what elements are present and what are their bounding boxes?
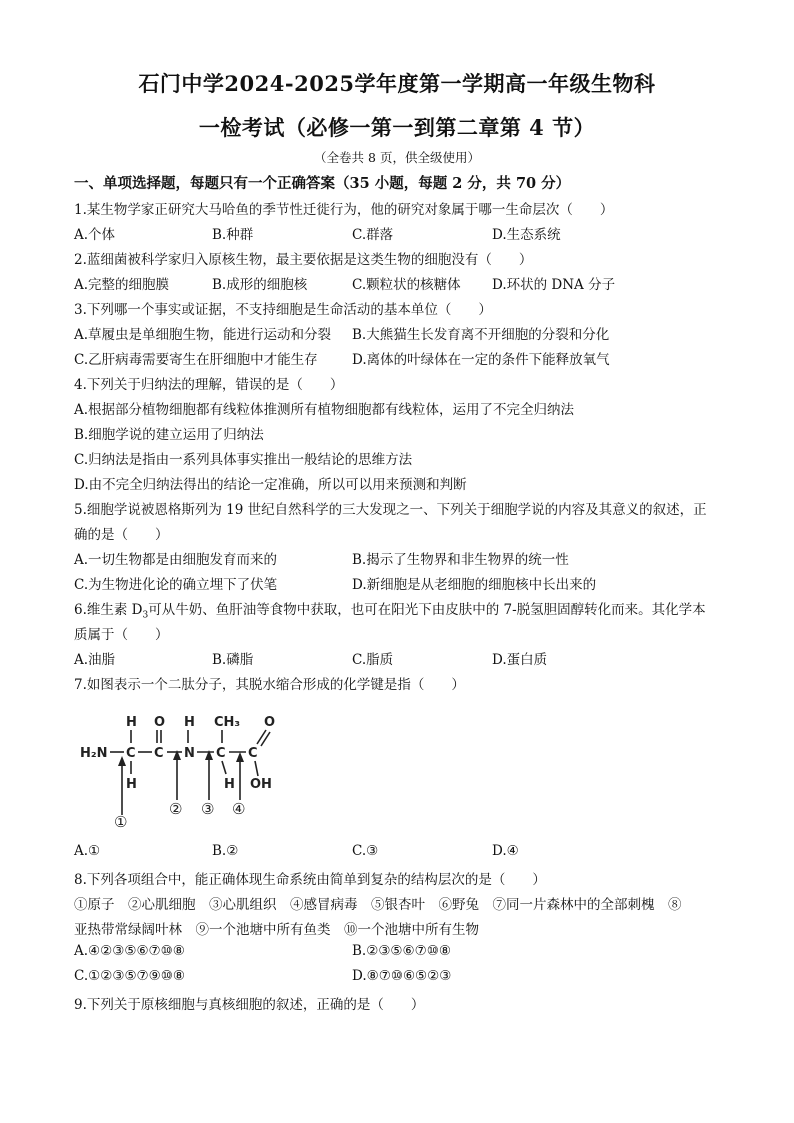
q4-option-c[interactable]: C.归纳法是指由一系列具体事实推出一般结论的思维方法: [74, 452, 413, 468]
atom-h2n: H₂N: [80, 746, 108, 761]
exam-note: （全卷共 8 页，供全级使用）: [314, 150, 480, 165]
q4-option-d[interactable]: D.由不完全归纳法得出的结论一定准确，所以可以用来预测和判断: [74, 477, 467, 493]
q6-option-b[interactable]: B.磷脂: [212, 652, 254, 668]
q8-option-b[interactable]: B.②③⑤⑥⑦⑩⑧: [352, 943, 451, 959]
bond-c-oh: [255, 761, 258, 776]
q1-option-c[interactable]: C.群落: [352, 227, 394, 243]
q5-option-c[interactable]: C.为生物进化论的确立埋下了伏笔: [74, 577, 278, 593]
question-8-items-line1: ①原子 ②心肌细胞 ③心肌组织 ④感冒病毒 ⑤银杏叶 ⑥野兔 ⑦同一片森林中的全部刺槐 ⑧: [74, 897, 682, 913]
q8-option-d[interactable]: D.⑧⑦⑩⑥⑤②③: [352, 968, 452, 984]
atom-h-top-1: H: [126, 715, 137, 730]
atom-h-n: H: [184, 715, 195, 730]
q6-option-d[interactable]: D.蛋白质: [492, 652, 548, 668]
q2-option-c[interactable]: C.颗粒状的核糖体: [352, 277, 461, 293]
q3-option-d[interactable]: D.离体的叶绿体在一定的条件下能释放氧气: [352, 352, 610, 368]
question-7-stem: 7.如图表示一个二肽分子，其脱水缩合形成的化学键是指（ ）: [74, 677, 465, 693]
q5-option-a[interactable]: A.一切生物都是由细胞发育而来的: [74, 552, 278, 568]
q1-option-b[interactable]: B.种群: [212, 227, 254, 243]
q2-option-b[interactable]: B.成形的细胞核: [212, 277, 308, 293]
q8-option-a[interactable]: A.④②③⑤⑥⑦⑩⑧: [74, 943, 185, 959]
question-6-stem-line1: [74, 598, 706, 621]
question-8-items-line2: 亚热带常绿阔叶林 ⑨一个池塘中所有鱼类 ⑩一个池塘中所有生物: [74, 922, 479, 938]
marker-1: ①: [114, 813, 128, 830]
q1-option-d[interactable]: D.生态系统: [492, 227, 561, 243]
atom-c-alpha-1: C: [126, 746, 136, 761]
atom-oh: OH: [250, 777, 272, 792]
atom-ch3: CH₃: [214, 715, 241, 730]
q6-option-c[interactable]: C.脂质: [352, 652, 394, 668]
section-heading: 一、单项选择题，每题只有一个正确答案（35 小题，每题 2 分，共 70 分）: [74, 175, 571, 192]
question-6-stem-line2: 质属于（ ）: [74, 627, 169, 643]
q3-option-b[interactable]: B.大熊猫生长发育离不开细胞的分裂和分化: [352, 327, 610, 343]
question-2-stem: 2.蓝细菌被科学家归入原核生物，最主要依据是这类生物的细胞没有（ ）: [74, 252, 533, 268]
atom-o-2: O: [264, 715, 276, 730]
arrow-1-head: [118, 756, 126, 766]
dipeptide-diagram: [74, 700, 304, 830]
question-4-stem: 4.下列关于归纳法的理解，错误的是（ ）: [74, 377, 344, 393]
bond-c-o2-b: [261, 732, 270, 746]
atom-h-bottom-2: H: [224, 777, 235, 792]
question-5-stem-line1: 5.细胞学说被恩格斯列为 19 世纪自然科学的三大发现之一、下列关于细胞学说的内容及其意义的叙述，正: [74, 502, 707, 518]
marker-3: ③: [201, 800, 215, 818]
q2-option-a[interactable]: A.完整的细胞膜: [74, 277, 170, 293]
q6-subscript: 3: [142, 610, 149, 621]
q7-option-a[interactable]: A.①: [74, 843, 101, 859]
q4-option-b[interactable]: B.细胞学说的建立运用了归纳法: [74, 427, 264, 443]
q3-option-a[interactable]: A.草履虫是单细胞生物，能进行运动和分裂: [74, 327, 332, 343]
atom-c-alpha-2: C: [216, 746, 226, 761]
question-8-stem: 8.下列各项组合中，能正确体现生命系统由简单到复杂的结构层次的是（ ）: [74, 872, 546, 888]
bond-c-o2-a: [257, 730, 266, 744]
question-9-stem: 9.下列关于原核细胞与真核细胞的叙述，正确的是（ ）: [74, 997, 425, 1013]
q7-option-b[interactable]: B.②: [212, 843, 239, 859]
q1-option-a[interactable]: A.个体: [74, 227, 116, 243]
question-3-stem: 3.下列哪一个事实或证据，不支持细胞是生命活动的基本单位（ ）: [74, 302, 492, 318]
atom-c-carboxyl: C: [248, 746, 258, 761]
q7-option-d[interactable]: D.④: [492, 843, 519, 859]
q6-stem-part-a: 6.维生素 D: [74, 602, 143, 618]
q7-option-c[interactable]: C.③: [352, 843, 379, 859]
q6-option-a[interactable]: A.油脂: [74, 652, 116, 668]
atom-o-1: O: [154, 715, 166, 730]
dipeptide-structure-svg: [74, 700, 304, 830]
marker-4: ④: [232, 800, 246, 818]
q4-option-a[interactable]: A.根据部分植物细胞都有线粒体推测所有植物细胞都有线粒体，运用了不完全归纳法: [74, 402, 575, 418]
atom-h-bottom-1: H: [126, 777, 137, 792]
marker-2: ②: [169, 800, 183, 818]
arrow-4-head: [236, 752, 244, 762]
atom-n: N: [184, 746, 195, 761]
bond-ca2-h: [222, 761, 226, 774]
q2-option-d[interactable]: D.环状的 DNA 分子: [492, 277, 616, 293]
q6-stem-part-b: 可从牛奶、鱼肝油等食物中获取，也可在阳光下由皮肤中的 7-脱氢胆固醇转化而来。其化学本: [148, 602, 706, 618]
exam-title-line1: 石门中学2024-2025学年度第一学期高一年级生物科: [138, 71, 656, 96]
q5-option-d[interactable]: D.新细胞是从老细胞的细胞核中长出来的: [352, 577, 597, 593]
atom-c-carbonyl-1: C: [154, 746, 164, 761]
question-1-stem: 1.某生物学家正研究大马哈鱼的季节性迁徙行为，他的研究对象属于哪一生命层次（ ）: [74, 202, 614, 218]
q3-option-c[interactable]: C.乙肝病毒需要寄生在肝细胞中才能生存: [74, 352, 318, 368]
q8-option-c[interactable]: C.①②③⑤⑦⑨⑩⑧: [74, 968, 185, 984]
q5-option-b[interactable]: B.揭示了生物界和非生物界的统一性: [352, 552, 569, 568]
question-5-stem-line2: 确的是（ ）: [74, 527, 169, 543]
exam-title-line2: 一检考试（必修一第一到第二章第 4 节）: [198, 115, 596, 140]
